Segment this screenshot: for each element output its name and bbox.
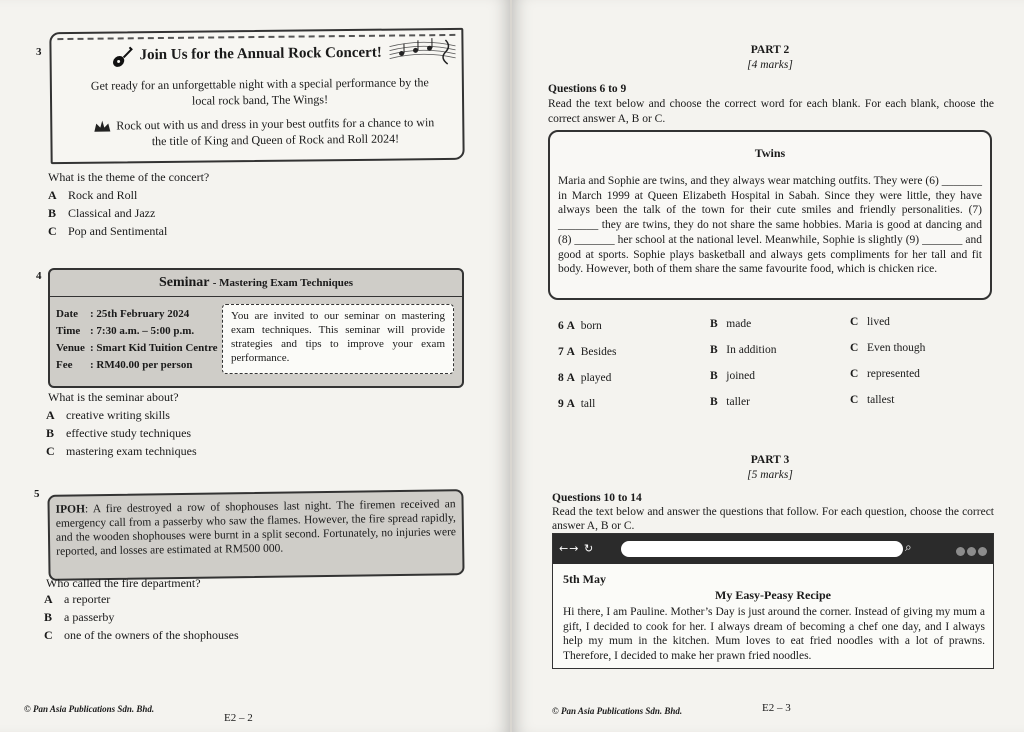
- address-bar[interactable]: [621, 541, 903, 557]
- question-4-text: What is the seminar about?: [48, 390, 179, 404]
- option-letter: B: [44, 610, 53, 624]
- back-arrow-icon[interactable]: ←: [559, 542, 570, 555]
- left-page: [0, 0, 510, 732]
- news-place: IPOH: [55, 503, 86, 516]
- question-num: 8: [558, 372, 564, 384]
- row-label: Time: [56, 325, 81, 337]
- part-3-instruction: Read the text below and answer the questions that follow. For each question, choose the correct answer A, B or C.: [552, 506, 994, 532]
- page-number: E2 – 2: [224, 712, 253, 724]
- q5-option-b[interactable]: [44, 610, 114, 625]
- music-notes-icon: [387, 36, 457, 67]
- concert-description: Get ready for an unforgettable night with a special performance by the local rock band, The Wings!: [90, 75, 429, 108]
- option-letter: A: [48, 188, 57, 202]
- option-text: creative writing skills: [66, 408, 170, 422]
- option-text: tall: [580, 398, 596, 410]
- option-text: effective study techniques: [66, 426, 192, 440]
- seminar-date: [56, 308, 189, 320]
- seminar-title: [50, 275, 462, 291]
- seminar-divider: [50, 296, 462, 297]
- part-2-instruction: Read the text below and choose the correct word for each blank. For each blank, choose the correct answer A, B or C.: [548, 98, 994, 125]
- q9-option-b[interactable]: [710, 396, 750, 408]
- q4-option-b[interactable]: [46, 426, 191, 441]
- option-text: mastering exam techniques: [66, 444, 197, 458]
- q7-option-c[interactable]: [850, 342, 925, 354]
- nav-buttons[interactable]: [559, 542, 594, 555]
- q4-option-c[interactable]: [46, 444, 197, 459]
- row-label: Date: [56, 308, 78, 320]
- option-text: a reporter: [64, 592, 111, 606]
- window-controls: [954, 543, 987, 561]
- option-letter: B: [46, 426, 55, 440]
- publisher-credit: © Pan Asia Publications Sdn. Bhd.: [24, 704, 155, 714]
- seminar-time: [56, 325, 194, 337]
- option-letter: B: [48, 206, 57, 220]
- option-letter: A: [566, 346, 575, 358]
- option-letter: C: [850, 342, 859, 354]
- option-letter: C: [46, 444, 55, 458]
- part-3-title: PART 3: [750, 454, 790, 466]
- question-num: 9: [558, 398, 564, 410]
- option-text: a passerby: [64, 610, 115, 624]
- q3-option-b[interactable]: [48, 206, 155, 221]
- option-letter: B: [710, 396, 718, 408]
- option-text: In addition: [726, 344, 777, 356]
- option-text: tallest: [866, 394, 895, 406]
- passage-text: Maria and Sophie are twins, and they always wear matching outfits. They were (6) _______ in March 1999 at Queen Elizabeth Hospital in Sabah. Since they were little, they have always been the talk of the town for their cute smiles and friendly personalities. (7) _______ they are twins, they do not share the same hobbies. Maria is good at dancing and (8) _______ her school at the national level. Meanwhile, Sophie is slightly (9) _______ and good at sports. Sophie plays basketball and always gets compliments for her tall and fit body. However, both of them share the same favourite food, which is chicken rice.: [558, 175, 982, 276]
- row-label: Fee: [56, 359, 73, 371]
- seminar-notice: [48, 268, 464, 388]
- option-letter: A: [566, 398, 575, 410]
- q3-option-a[interactable]: [48, 188, 137, 203]
- seminar-venue: [56, 342, 218, 354]
- concert-contest: Rock out with us and dress in your best outfits for a chance to win the title of King and Queen of Rock and Roll 2024!: [116, 115, 435, 149]
- part-2-title: PART 2: [750, 44, 790, 56]
- question-number-5: 5: [34, 488, 40, 500]
- option-text: joined: [726, 370, 756, 382]
- option-letter: B: [710, 344, 718, 356]
- option-text: Rock and Roll: [68, 188, 138, 202]
- option-text: lived: [866, 316, 890, 328]
- option-text: Even though: [866, 342, 926, 354]
- row-value: : 25th February 2024: [90, 308, 190, 320]
- question-num: 7: [558, 346, 564, 358]
- part-2-marks: [4 marks]: [747, 59, 793, 71]
- seminar-invitation: You are invited to our seminar on mastering exam techniques. This seminar will provide strategies and tips to improve your exam performance.: [222, 304, 454, 374]
- passage-title: Twins: [754, 146, 786, 160]
- option-letter: B: [710, 318, 718, 330]
- q6-option-c[interactable]: [850, 316, 890, 328]
- row-value: : Smart Kid Tuition Centre: [90, 342, 218, 354]
- page-number-right: E2 – 3: [762, 702, 791, 714]
- part-2-heading: Questions 6 to 9: [548, 83, 627, 95]
- q3-option-c[interactable]: [48, 224, 167, 239]
- q7-option-a[interactable]: [558, 346, 616, 358]
- seminar-title-main: Seminar: [158, 275, 210, 290]
- question-3-text: What is the theme of the concert?: [48, 170, 210, 184]
- option-text: born: [580, 320, 602, 332]
- option-letter: C: [850, 394, 859, 406]
- option-letter: A: [44, 592, 53, 606]
- seminar-fee: [56, 359, 192, 371]
- question-number-3: 3: [36, 46, 42, 58]
- browser-toolbar: [553, 534, 993, 564]
- minimize-icon[interactable]: [956, 547, 965, 556]
- q5-option-a[interactable]: [44, 592, 110, 607]
- q6-option-b[interactable]: [710, 318, 751, 330]
- part-3-heading: Questions 10 to 14: [552, 492, 642, 504]
- question-num: 6: [558, 320, 564, 332]
- question-number-4: 4: [36, 270, 42, 282]
- option-text: played: [580, 372, 612, 384]
- option-letter: A: [46, 408, 55, 422]
- guitar-icon: [109, 45, 133, 69]
- q8-option-b[interactable]: [710, 370, 755, 382]
- option-text: one of the owners of the shophouses: [64, 628, 239, 642]
- option-letter: B: [710, 370, 718, 382]
- q7-option-b[interactable]: [710, 344, 776, 356]
- row-value: : RM40.00 per person: [90, 359, 193, 371]
- news-report: [47, 489, 464, 581]
- concert-title: Join Us for the Annual Rock Concert!: [139, 44, 382, 64]
- option-text: Pop and Sentimental: [68, 224, 168, 238]
- publisher-credit-right: © Pan Asia Publications Sdn. Bhd.: [552, 706, 683, 716]
- maximize-icon[interactable]: [967, 547, 976, 556]
- option-text: Besides: [580, 346, 617, 358]
- blog-date: 5th May: [563, 572, 606, 586]
- row-label: Venue: [56, 342, 85, 354]
- twins-passage-box: [548, 130, 992, 300]
- forward-arrow-icon[interactable]: →: [569, 542, 580, 555]
- close-icon[interactable]: [978, 547, 987, 556]
- option-text: made: [726, 318, 752, 330]
- refresh-icon[interactable]: ↻: [583, 542, 595, 555]
- blog-text: Hi there, I am Pauline. Mother’s Day is just around the corner. Instead of giving my mum a gift, I decided to cook for her. I always dream of becoming a chef one day, and I always help my mum in the kitchen. Mum loves to eat fried noodles with a lot of prawns. Therefore, I decided to make her prawn fried noodles.: [563, 606, 985, 662]
- option-letter: A: [566, 320, 575, 332]
- question-5-text: Who called the fire department?: [46, 576, 201, 590]
- seminar-subtitle: - Mastering Exam Techniques: [212, 277, 354, 289]
- search-icon[interactable]: ⌕: [905, 540, 912, 554]
- q6-option-a[interactable]: [558, 320, 602, 332]
- browser-window: [552, 533, 994, 669]
- q9-option-a[interactable]: [558, 398, 595, 410]
- news-text: : A fire destroyed a row of shophouses last night. The firemen received an emergency call from a passerby who saw the flames. However, the fire spread rapidly, and the wooden shophouses were burnt in a split second. Fortunately, no injuries were reported, and losses are estimated at RM500 000.: [55, 498, 457, 558]
- option-text: represented: [866, 368, 920, 380]
- part-3-marks: [5 marks]: [747, 469, 793, 481]
- q9-option-c[interactable]: [850, 394, 894, 406]
- option-letter: C: [850, 368, 859, 380]
- option-letter: C: [44, 628, 53, 642]
- option-text: Classical and Jazz: [68, 206, 156, 220]
- q4-option-a[interactable]: [46, 408, 170, 423]
- concert-notice: [49, 28, 464, 164]
- row-value: : 7:30 a.m. – 5:00 p.m.: [90, 325, 195, 337]
- option-letter: C: [850, 316, 859, 328]
- option-letter: C: [48, 224, 57, 238]
- q5-option-c[interactable]: [44, 628, 239, 643]
- option-letter: A: [566, 372, 575, 384]
- q8-option-c[interactable]: [850, 368, 920, 380]
- blog-title: My Easy-Peasy Recipe: [715, 588, 831, 602]
- option-text: taller: [726, 396, 750, 408]
- q8-option-a[interactable]: [558, 372, 611, 384]
